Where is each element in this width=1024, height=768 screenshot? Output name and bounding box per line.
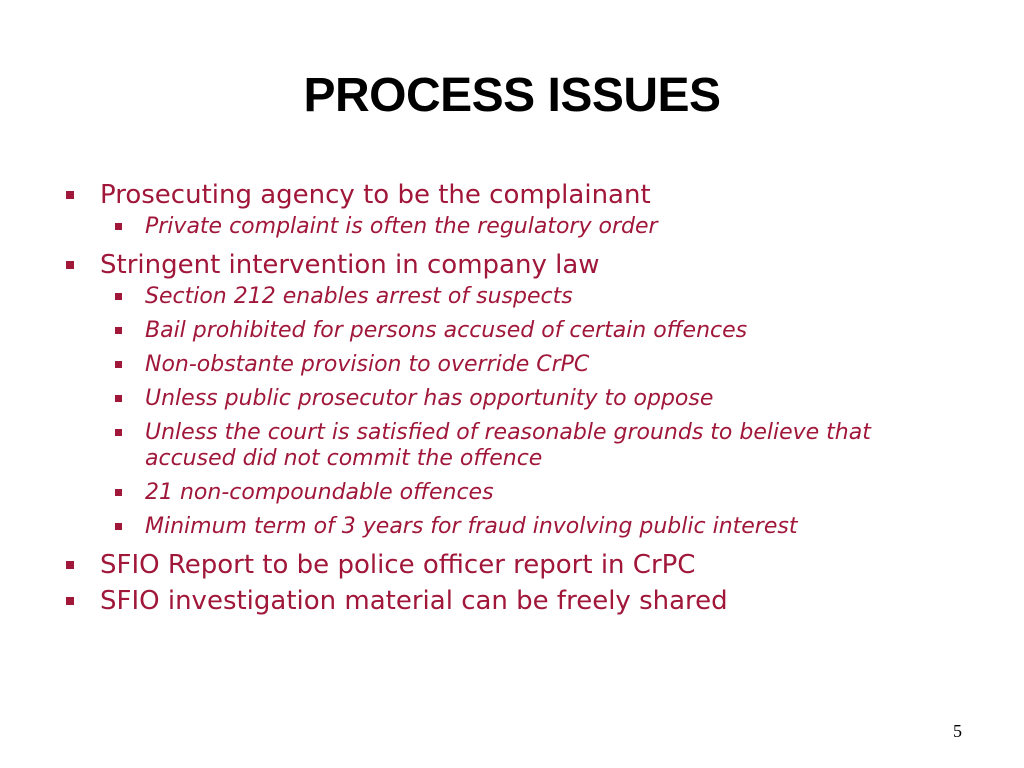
square-bullet-icon: [115, 327, 122, 334]
bullet-text: Prosecuting agency to be the complainant: [100, 180, 651, 210]
sub-bullet-item: [60, 214, 945, 240]
bullet-item: [60, 548, 960, 582]
slide-title: PROCESS ISSUES: [303, 69, 721, 122]
bullet-item: [60, 178, 960, 212]
sub-bullet-text: Non-obstante provision to override CrPC: [145, 352, 590, 377]
square-bullet-icon: [115, 395, 122, 402]
sub-bullet-item: [60, 480, 945, 506]
bullet-text: Stringent intervention in company law: [100, 250, 600, 280]
square-bullet-icon: [66, 561, 74, 569]
sub-bullet-item: [60, 514, 945, 540]
bullet-item: [60, 248, 960, 282]
page-number: 5: [953, 721, 962, 741]
bullet-list: [60, 178, 960, 620]
square-bullet-icon: [115, 523, 122, 530]
sub-bullet-text: Section 212 enables arrest of suspects: [145, 284, 573, 309]
sub-bullet-item: [60, 420, 945, 472]
sub-bullet-text: Bail prohibited for persons accused of certain offences: [145, 318, 748, 343]
sub-bullet-text: 21 non-compoundable offences: [145, 480, 494, 505]
square-bullet-icon: [66, 597, 74, 605]
square-bullet-icon: [115, 223, 122, 230]
sub-bullet-list: [60, 284, 960, 540]
sub-bullet-text: Unless the court is satisfied of reasonable grounds to believe that accused did not commit the offence: [145, 420, 871, 471]
square-bullet-icon: [66, 191, 74, 199]
square-bullet-icon: [66, 261, 74, 269]
sub-bullet-item: [60, 352, 945, 378]
bullet-text: SFIO Report to be police officer report in CrPC: [100, 550, 696, 580]
sub-bullet-text: Unless public prosecutor has opportunity to oppose: [145, 386, 714, 411]
bullet-item: [60, 584, 960, 618]
square-bullet-icon: [115, 361, 122, 368]
sub-bullet-text: Private complaint is often the regulatory order: [145, 214, 658, 239]
sub-bullet-list: [60, 214, 960, 240]
sub-bullet-item: [60, 318, 945, 344]
sub-bullet-item: [60, 284, 945, 310]
sub-bullet-item: [60, 386, 945, 412]
bullet-text: SFIO investigation material can be freely shared: [100, 586, 728, 616]
square-bullet-icon: [115, 489, 122, 496]
sub-bullet-text: Minimum term of 3 years for fraud involving public interest: [145, 514, 798, 539]
square-bullet-icon: [115, 429, 122, 436]
square-bullet-icon: [115, 293, 122, 300]
